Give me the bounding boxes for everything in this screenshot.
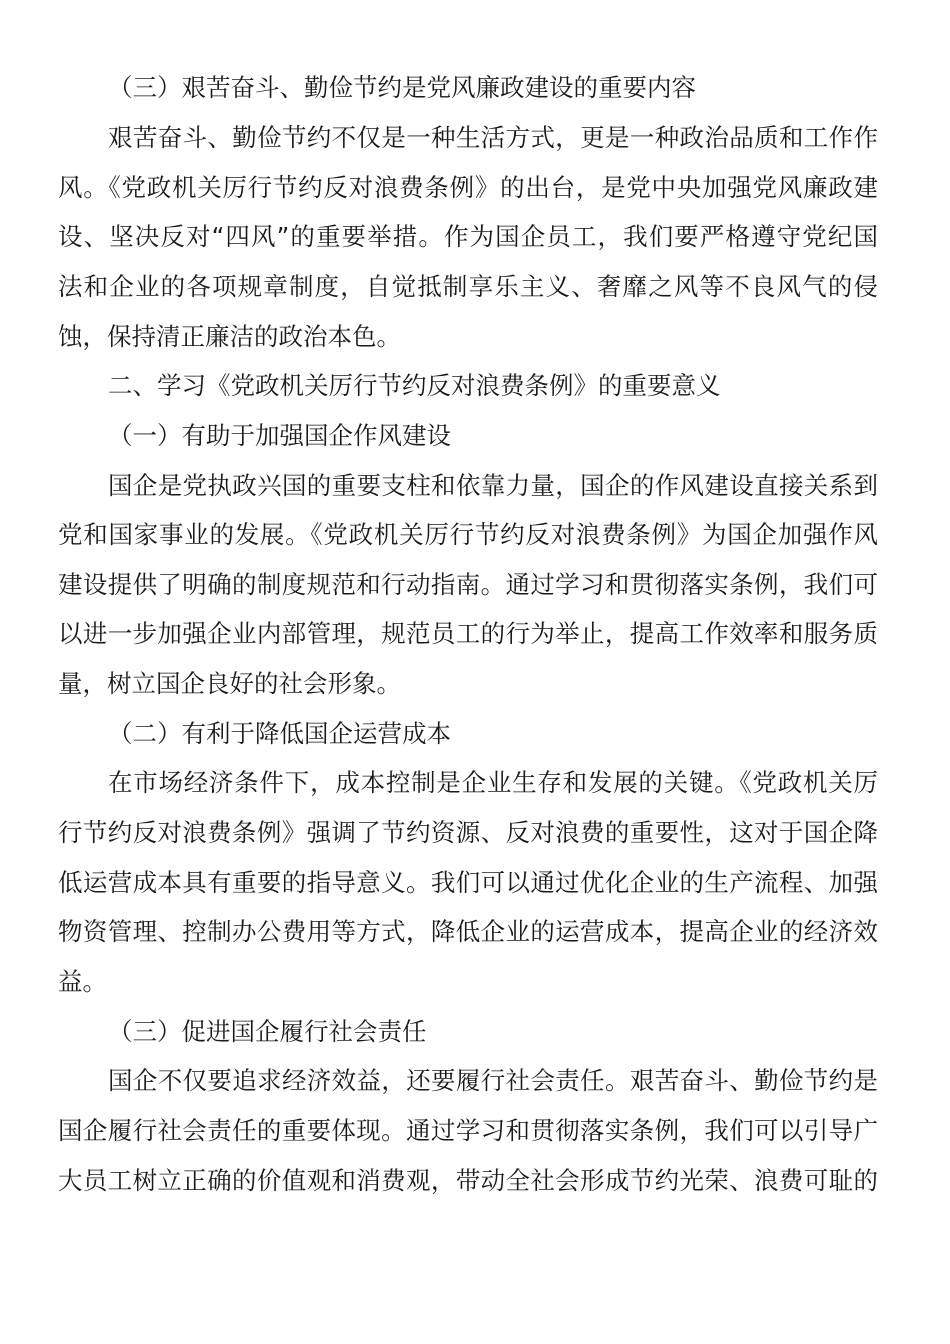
paragraph-line: 国企是党执政兴国的重要支柱和依靠力量，国企的作风建设直接关系到 (108, 471, 878, 500)
paragraph-line: 在市场经济条件下，成本控制是企业生存和发展的关键。《党政机关厉 (108, 768, 878, 797)
paragraph-line: 物资管理、控制办公费用等方式，降低企业的运营成本，提高企业的经济效 (58, 917, 878, 946)
section-heading-2: 二、学习《党政机关厉行节约反对浪费条例》的重要意义 (108, 371, 721, 400)
paragraph-line: 国企不仅要追求经济效益，还要履行社会责任。艰苦奋斗、勤俭节约是 (108, 1066, 878, 1095)
subheading-3b: （三）促进国企履行社会责任 (108, 1017, 427, 1046)
paragraph-line: 益。 (58, 967, 107, 996)
paragraph-line: 风。《党政机关厉行节约反对浪费条例》的出台，是党中央加强党风廉政建 (58, 173, 878, 202)
paragraph-line: 量，树立国企良好的社会形象。 (58, 669, 401, 698)
subheading-3: （三）艰苦奋斗、勤俭节约是党风廉政建设的重要内容 (108, 73, 696, 102)
paragraph-line: 建设提供了明确的制度规范和行动指南。通过学习和贯彻落实条例，我们可 (58, 570, 878, 599)
paragraph-line: 法和企业的各项规章制度，自觉抵制享乐主义、奢靡之风等不良风气的侵 (58, 272, 878, 301)
subheading-2: （二）有利于降低国企运营成本 (108, 719, 451, 748)
paragraph-line: 蚀，保持清正廉洁的政治本色。 (58, 322, 401, 351)
paragraph-line: 设、坚决反对“四风”的重要举措。作为国企员工，我们要严格遵守党纪国 (58, 222, 878, 251)
paragraph-line: 国企履行社会责任的重要体现。通过学习和贯彻落实条例，我们可以引导广 (58, 1116, 878, 1145)
paragraph-line: 行节约反对浪费条例》强调了节约资源、反对浪费的重要性，这对于国企降 (58, 818, 878, 847)
paragraph-line: 艰苦奋斗、勤俭节约不仅是一种生活方式，更是一种政治品质和工作作 (108, 123, 878, 152)
paragraph-line: 低运营成本具有重要的指导意义。我们可以通过优化企业的生产流程、加强 (58, 868, 878, 897)
paragraph-line: 大员工树立正确的价值观和消费观，带动全社会形成节约光荣、浪费可耻的 (58, 1166, 878, 1195)
subheading-1: （一）有助于加强国企作风建设 (108, 421, 451, 450)
paragraph-line: 以进一步加强企业内部管理，规范员工的行为举止，提高工作效率和服务质 (58, 619, 878, 648)
paragraph-line: 党和国家事业的发展。《党政机关厉行节约反对浪费条例》为国企加强作风 (58, 520, 878, 549)
